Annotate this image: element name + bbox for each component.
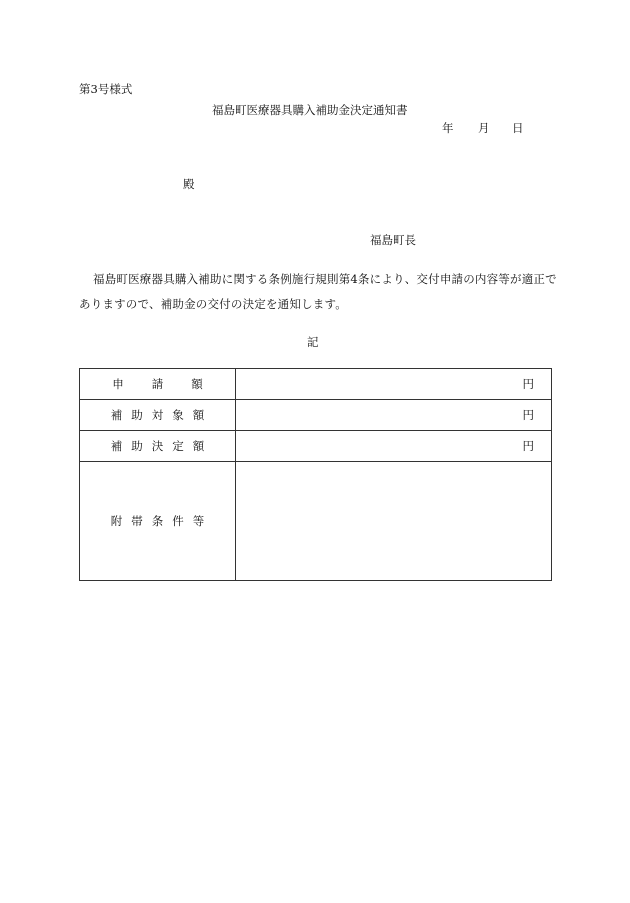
table-label-cell bbox=[80, 369, 236, 400]
table-row-application-amount bbox=[80, 369, 552, 400]
details-table bbox=[79, 368, 552, 581]
addressee-suffix: 殿 bbox=[183, 177, 195, 191]
date-month-label: 月 bbox=[478, 121, 490, 135]
label-application-amount: 申請額 bbox=[112, 377, 231, 391]
table-value-cell bbox=[236, 369, 552, 400]
label-eligible-amount: 補助対象額 bbox=[110, 408, 214, 422]
date-year-label: 年 bbox=[442, 121, 454, 135]
label-decided-amount: 補助決定額 bbox=[110, 439, 214, 453]
table-value-cell bbox=[236, 431, 552, 462]
table-row-eligible-amount bbox=[80, 400, 552, 431]
table-value-cell bbox=[236, 400, 552, 431]
date-day-label: 日 bbox=[512, 121, 524, 135]
body-text-line-1: 福島町医療器具購入補助に関する条例施行規則第4条により、交付申請の内容等が適正で bbox=[93, 272, 557, 286]
form-number: 第3号様式 bbox=[79, 82, 133, 96]
body-text-line-2: ありますので、補助金の交付の決定を通知します。 bbox=[79, 297, 347, 311]
ki-heading: 記 bbox=[307, 335, 319, 349]
document-title: 福島町医療器具購入補助金決定通知書 bbox=[212, 103, 408, 117]
table-label-cell bbox=[80, 400, 236, 431]
unit-yen: 円 bbox=[522, 408, 534, 422]
table-row-conditions bbox=[80, 462, 552, 581]
unit-yen: 円 bbox=[522, 377, 534, 391]
table-label-cell bbox=[80, 462, 236, 581]
table-value-cell-conditions bbox=[236, 462, 552, 581]
table-label-cell bbox=[80, 431, 236, 462]
label-conditions: 附帯条件等 bbox=[110, 514, 214, 528]
table-row-decided-amount bbox=[80, 431, 552, 462]
unit-yen: 円 bbox=[522, 439, 534, 453]
issuer-name: 福島町長 bbox=[370, 233, 416, 247]
